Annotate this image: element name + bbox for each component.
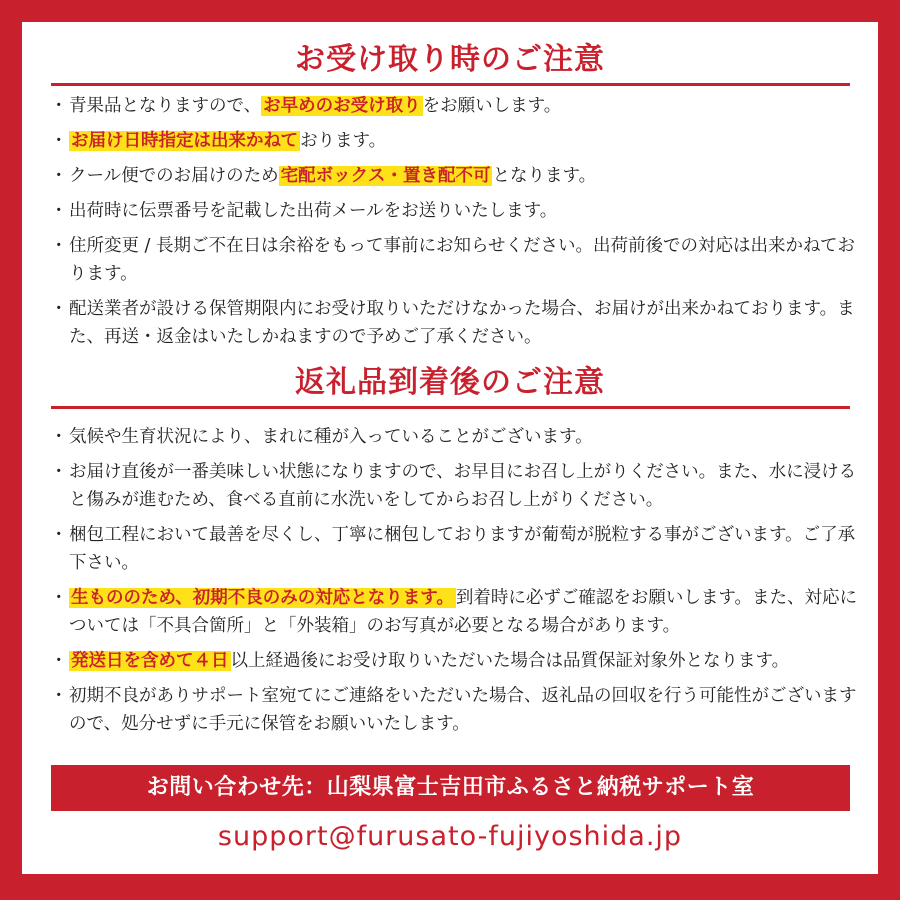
list-item: ・ 青果品となりますので、 お早めのお受け取り をお願いします。 bbox=[50, 96, 562, 116]
notice-card bbox=[22, 22, 878, 874]
section-title-receipt: お受け取り時のご注意 bbox=[295, 42, 605, 77]
receipt-notice-list bbox=[50, 92, 860, 358]
list-item: ・ お届け日時指定は出来かねて おります。 bbox=[50, 131, 387, 151]
support-email-link[interactable]: support@furusato-fujiyoshida.jp bbox=[217, 821, 683, 852]
section-divider bbox=[51, 83, 850, 86]
after-arrival-notice-list bbox=[50, 423, 860, 745]
list-item: ・ 出荷時に伝票番号を記載した出荷メールをお送りいたします。 bbox=[50, 201, 558, 221]
list-item: ・ 生もののため、初期不良のみの対応となります。 到着時に必ずご確認をお願いします。また、対応については「不具合箇所」と「外装箱」のお写真が必要となる場合があります。 bbox=[50, 588, 858, 636]
list-item: ・ 気候や生育状況により、まれに種が入っていることがございます。 bbox=[50, 427, 593, 447]
list-item: ・ 配送業者が設ける保管期限内にお受け取りいただけなかった場合、お届けが出来かねております。また、再送・返金はいたしかねますので予めご了承ください。 bbox=[50, 299, 855, 347]
list-item: ・ お届け直後が一番美味しい状態になりますので、お早目にお召し上がりください。また、水に浸けると傷みが進むため、食べる直前に水洗いをしてからお召し上がりください。 bbox=[50, 462, 857, 510]
contact-banner: お問い合わせ先：山梨県富士吉田市ふるさと納税サポート室 bbox=[51, 765, 850, 811]
list-item: ・ 発送日を含めて４日 以上経過後にお受け取りいただいた場合は品質保証対象外となります。 bbox=[50, 651, 790, 671]
list-item: ・ 初期不良がありサポート室宛てにご連絡をいただいた場合、返礼品の回収を行う可能性がございますので、処分せずに手元に保管をお願いいたします。 bbox=[50, 686, 857, 734]
list-item: ・ クール便でのお届けのため 宅配ボックス・置き配不可 となります。 bbox=[50, 166, 597, 186]
section-divider bbox=[51, 406, 850, 409]
list-item: ・ 住所変更 / 長期ご不在日は余裕をもって事前にお知らせください。出荷前後での対応は出来かねております。 bbox=[50, 236, 856, 284]
list-item: ・ 梱包工程において最善を尽くし、丁寧に梱包しておりますが葡萄が脱粒する事がございます。ご了承下さい。 bbox=[50, 525, 856, 573]
section-title-after-arrival: 返礼品到着後のご注意 bbox=[295, 365, 605, 400]
